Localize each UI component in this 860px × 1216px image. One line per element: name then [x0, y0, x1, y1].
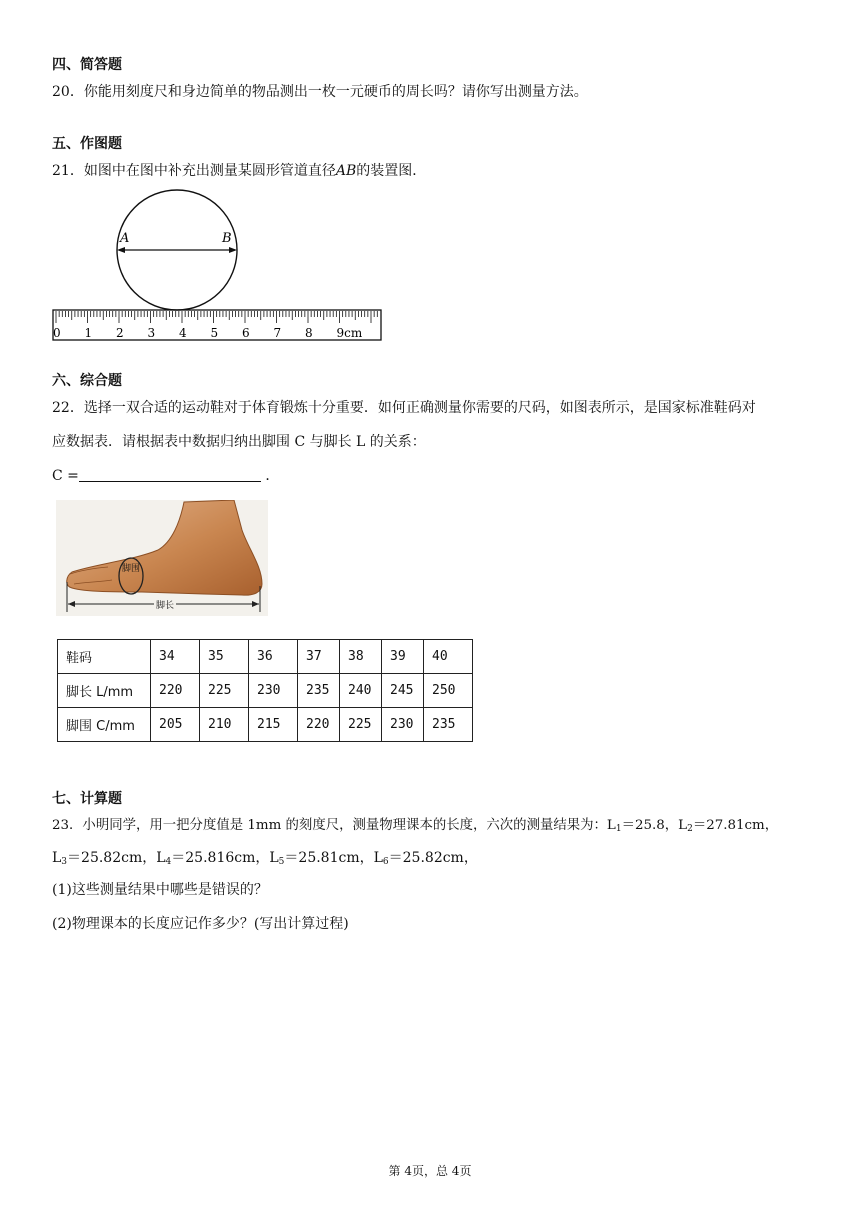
measure-l5: 25.81cm [298, 850, 360, 866]
table-cell: 35 [200, 640, 249, 674]
table-cell: 225 [200, 674, 249, 708]
table-cell: 250 [424, 674, 473, 708]
foot-measure-image [56, 500, 268, 616]
table-cell: 230 [249, 674, 298, 708]
question-21-text-a: 21．如图中在图中补充出测量某圆形管道直径 [52, 163, 336, 179]
ruler-label: 8 [305, 326, 313, 340]
question-22-answer-line [52, 466, 279, 486]
arrow-left-icon [117, 247, 125, 253]
measure-l3: 25.82cm [81, 850, 143, 866]
table-cell: 230 [382, 708, 424, 742]
table-cell: 245 [382, 674, 424, 708]
question-20-text: 20．你能用刻度尺和身边简单的物品测出一枚一元硬币的周长吗？请你写出测量方法。 [52, 84, 588, 100]
table-cell: 235 [298, 674, 340, 708]
ruler-label: 7 [273, 326, 282, 340]
table-cell: 210 [200, 708, 249, 742]
table-cell: 37 [298, 640, 340, 674]
table-cell: 39 [382, 640, 424, 674]
question-22-line2: 应数据表．请根据表中数据归纳出脚围 C 与脚长 L 的关系： [52, 434, 426, 450]
ruler-label: 1 [84, 326, 93, 340]
answer-prefix: C = [52, 468, 79, 484]
table-row-girth [58, 708, 473, 742]
ruler-label: 6 [242, 326, 250, 340]
label-a: A [120, 231, 130, 246]
question-21-text-b: 的装置图． [356, 163, 427, 179]
ruler-labels [53, 326, 363, 340]
table-row-length [58, 674, 473, 708]
question-23-sub2: (2)物理课本的长度应记作多少？(写出计算过程) [52, 916, 349, 932]
section-heading-7: 七、计算题 [52, 791, 122, 807]
section-heading-5: 五、作图题 [52, 136, 122, 152]
answer-blank[interactable] [79, 467, 261, 482]
table-cell: 205 [151, 708, 200, 742]
question-23-line1: 23．小明同学，用一把分度值是 1mm 的刻度尺，测量物理课本的长度，六次的测量结果为：$L_1=25.8$，$L_2=27.81cm$， [52, 818, 779, 834]
table-cell: 225 [340, 708, 382, 742]
table-cell: 38 [340, 640, 382, 674]
measure-l1: 25.8 [634, 818, 665, 833]
shoe-size-table [57, 639, 473, 742]
table-cell: 36 [249, 640, 298, 674]
table-cell: 220 [298, 708, 340, 742]
ruler-label: 3 [147, 326, 156, 340]
ruler-label: 0 [53, 326, 61, 340]
arrow-right-icon [229, 247, 237, 253]
table-cell: 235 [424, 708, 473, 742]
measure-l4: 25.816cm [185, 850, 256, 866]
ruler-ticks [56, 311, 377, 323]
row-header: 脚长 L/mm [58, 674, 151, 708]
pipe-ruler-figure [48, 186, 388, 346]
ruler-label: 9cm [336, 326, 363, 340]
table-row-size [58, 640, 473, 674]
question-23-intro: 23．小明同学，用一把分度值是 1mm 的刻度尺，测量物理课本的长度，六次的测量结果为： [52, 818, 607, 833]
label-b: B [222, 231, 232, 246]
ruler-label: 2 [116, 326, 124, 340]
girth-label: 脚围 [122, 564, 141, 574]
table-cell: 34 [151, 640, 200, 674]
row-header: 鞋码 [58, 640, 151, 674]
table-cell: 215 [249, 708, 298, 742]
measure-l6: 25.82cm [402, 850, 464, 866]
table-cell: 40 [424, 640, 473, 674]
question-21-var: AB [335, 163, 357, 179]
measure-l2: 27.81cm [706, 818, 765, 833]
ruler-label: 5 [210, 326, 219, 340]
question-23-sub1: (1)这些测量结果中哪些是错误的？ [52, 882, 268, 898]
ruler-label: 4 [179, 326, 187, 340]
page-footer: 第 4页，总 4页 [388, 1164, 472, 1178]
question-22-line1: 22．选择一双合适的运动鞋对于体育锻炼十分重要．如何正确测量你需要的尺码，如图表所示，是国家标准鞋码对 [52, 400, 756, 416]
section-heading-4: 四、简答题 [52, 57, 122, 73]
row-header: 脚围 C/mm [58, 708, 151, 742]
table-cell: 220 [151, 674, 200, 708]
question-21-text [52, 161, 426, 181]
table-cell: 240 [340, 674, 382, 708]
length-label: 脚长 [156, 601, 175, 611]
section-heading-6: 六、综合题 [52, 373, 122, 389]
answer-suffix: ． [265, 468, 280, 484]
question-23-line2: $L_3=25.82cm$，$L_4=25.816cm$，$L_5=25.81cm$，$L_6=25.82cm$， [52, 850, 478, 867]
